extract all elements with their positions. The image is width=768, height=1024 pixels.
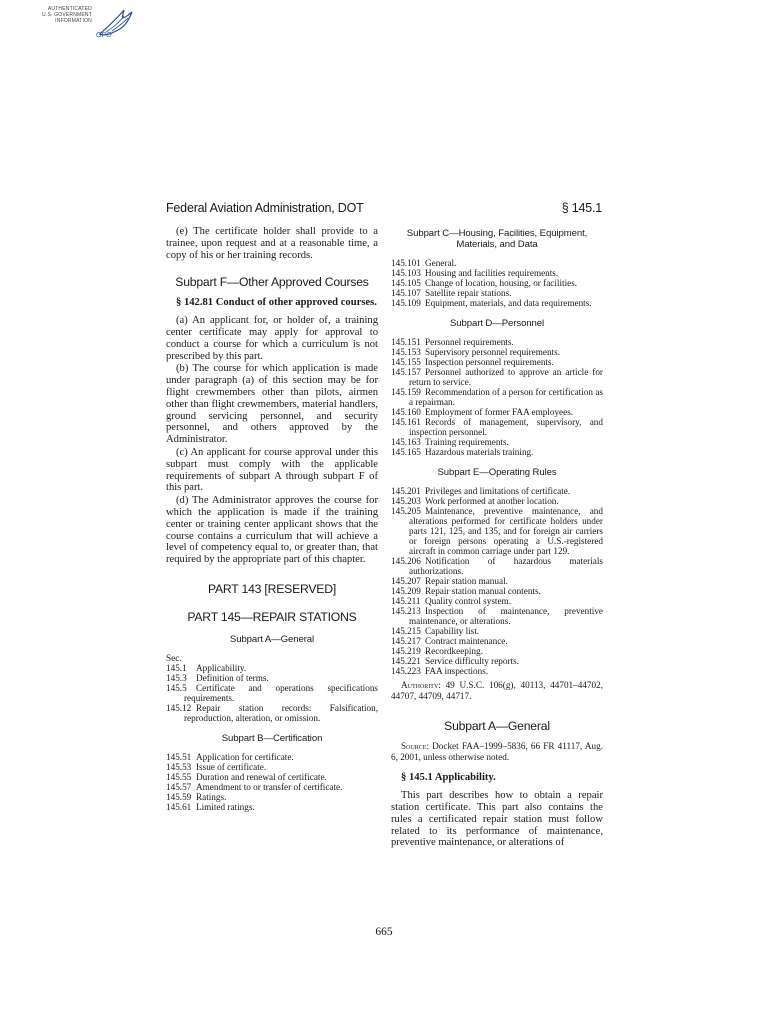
- toc-subpart-b: [166, 752, 378, 812]
- gpo-authentication-logo: [32, 4, 142, 46]
- sec-label: Sec.: [166, 652, 182, 663]
- toc-entry: 145.159 Recommendation of a person for certification as a repairman.: [391, 387, 603, 407]
- logo-line: INFORMATION: [55, 18, 92, 24]
- toc-entry: 145.105 Change of location, housing, or facilities.: [391, 278, 578, 288]
- toc-entry: 145.1 Applicability.: [166, 662, 247, 673]
- toc-subpart-c-heading: Subpart C—Housing, Facilities, Equipment, Materials, and Data: [406, 228, 588, 250]
- toc-subpart-d-heading: Subpart D—Personnel: [449, 318, 545, 329]
- toc-entry: 145.51 Application for certificate.: [166, 751, 294, 762]
- toc-entry: 145.3 Definition of terms.: [166, 672, 269, 683]
- toc-entry: 145.209 Repair station manual contents.: [391, 586, 541, 596]
- paragraph-145-1: This part describes how to obtain a repair station certificate. This part also contains the rules a certificated repair station must follow related to its performance of maintenance, preventive maintenance, or alterations of: [391, 790, 603, 849]
- section-145-1-heading: § 145.1 Applicability.: [401, 772, 496, 784]
- toc-entry: 145.223 FAA inspections.: [391, 666, 489, 676]
- toc-entry: 145.61 Limited ratings.: [166, 801, 255, 812]
- toc-entry: 145.59 Ratings.: [166, 791, 227, 802]
- toc-subpart-e-heading: Subpart E—Operating Rules: [437, 467, 557, 478]
- authority-text: 49 U.S.C. 106(g), 40113, 44701–44702, 44707, 44709, 44717.: [391, 680, 603, 701]
- part-143-heading: PART 143 [RESERVED]: [207, 581, 337, 596]
- toc-entry: 145.165 Hazardous materials training.: [391, 447, 534, 457]
- page-number: 665: [375, 926, 393, 938]
- toc-entry: 145.217 Contract maintenance.: [391, 636, 508, 646]
- logo-line: U.S. GOVERNMENT: [42, 12, 92, 18]
- toc-entry: 145.12 Repair station records: Falsification, reproduction, alteration, or omission.: [166, 702, 378, 723]
- logo-line: AUTHENTICATED: [47, 6, 92, 12]
- subpart-a-heading: Subpart A—General: [444, 719, 550, 734]
- logo-text: [32, 6, 92, 24]
- gpo-label: GPO: [96, 32, 112, 39]
- toc-entry: 145.53 Issue of certificate.: [166, 761, 267, 772]
- toc-entry: 145.55 Duration and renewal of certificate.: [166, 771, 327, 782]
- toc-entry: 145.211 Quality control system.: [391, 596, 511, 606]
- toc-entry: 145.207 Repair station manual.: [391, 576, 508, 586]
- toc-entry: 145.5 Certificate and operations specifications requirements.: [166, 682, 378, 703]
- toc-entry: 145.157 Personnel authorized to approve an article for return to service.: [391, 367, 603, 387]
- paragraph-c: (c) An applicant for course approval under this subpart must comply with the applicable requirements of subpart A through subpart F of this part.: [166, 446, 378, 494]
- subpart-f-heading: Subpart F—Other Approved Courses: [175, 275, 369, 290]
- toc-subpart-c: [391, 258, 603, 308]
- toc-entry: 145.203 Work performed at another location.: [391, 496, 559, 506]
- paragraph-a: (a) An applicant for, or holder of, a training center certificate may apply for approval to conduct a course for which a curriculum is not prescribed by this part.: [166, 315, 378, 362]
- toc-subpart-b-heading: Subpart B—Certification: [221, 732, 323, 744]
- toc-subpart-d: [391, 337, 603, 457]
- toc-entry: 145.103 Housing and facilities requirements.: [391, 268, 559, 278]
- authority-label: Authority:: [401, 680, 441, 690]
- toc-entry: 145.205 Maintenance, preventive maintenance, and alterations performed for certificate holders under parts 121, 125, and 135, and for foreign air carriers or foreign persons operating a U.S.-registered aircraft in common carriage under part 129.: [391, 506, 603, 556]
- right-column: [391, 226, 603, 849]
- authority-note: [391, 680, 603, 701]
- toc-entry: 145.57 Amendment to or transfer of certificate.: [166, 781, 343, 792]
- source-label: Source:: [401, 741, 429, 752]
- toc-entry: 145.155 Inspection personnel requirements.: [391, 357, 554, 367]
- source-note: [391, 741, 603, 762]
- header-agency: Federal Aviation Administration, DOT: [166, 201, 364, 215]
- toc-subpart-a-heading: Subpart A—General: [229, 633, 315, 645]
- toc-entry: 145.160 Employment of former FAA employees.: [391, 407, 574, 417]
- toc-entry: 145.201 Privileges and limitations of certificate.: [391, 486, 571, 496]
- toc-entry: 145.153 Supervisory personnel requirements.: [391, 347, 560, 357]
- toc-entry: 145.109 Equipment, materials, and data requirements.: [391, 298, 592, 308]
- section-142-81-heading: § 142.81 Conduct of other approved courses.: [176, 297, 377, 309]
- toc-subpart-e: [391, 486, 603, 676]
- toc-entry: 145.161 Records of management, supervisory, and inspection personnel.: [391, 417, 603, 437]
- toc-entry: 145.151 Personnel requirements.: [391, 337, 514, 347]
- toc-subpart-a: [166, 663, 378, 723]
- part-145-heading: PART 145—REPAIR STATIONS: [187, 609, 357, 624]
- toc-entry: 145.163 Training requirements.: [391, 437, 509, 447]
- toc-entry: 145.215 Capability list.: [391, 626, 480, 636]
- left-column: [166, 226, 378, 812]
- toc-entry: 145.213 Inspection of maintenance, preventive maintenance, or alterations.: [391, 606, 603, 626]
- toc-entry: 145.206 Notification of hazardous materials authorizations.: [391, 556, 603, 576]
- toc-entry: 145.219 Recordkeeping.: [391, 646, 483, 656]
- source-text: Docket FAA–1999–5836, 66 FR 41117, Aug. 6, 2001, unless otherwise noted.: [391, 741, 603, 762]
- header-section: § 145.1: [561, 201, 602, 215]
- paragraph-d: (d) The Administrator approves the course for which the application is made if the training center or training center applicant shows that the course contains a curriculum that will achieve a level of competency equal to, or greater than, that required by the appropriate part of this chapter.: [166, 495, 378, 566]
- toc-entry: 145.107 Satellite repair stations.: [391, 288, 512, 298]
- toc-entry: 145.221 Service difficulty reports.: [391, 656, 519, 666]
- running-header: [166, 201, 602, 221]
- toc-entry: 145.101 General.: [391, 258, 457, 268]
- paragraph-e: (e) The certificate holder shall provide to a trainee, upon request and at a reasonable time, a copy of his or her training records.: [166, 226, 378, 261]
- paragraph-b: (b) The course for which application is made under paragraph (a) of this section may be for flight crewmembers other than pilots, airmen other than flight crewmembers, material handlers, ground servicing personnel, and security personnel, and others approved by the Administrator.: [166, 363, 378, 446]
